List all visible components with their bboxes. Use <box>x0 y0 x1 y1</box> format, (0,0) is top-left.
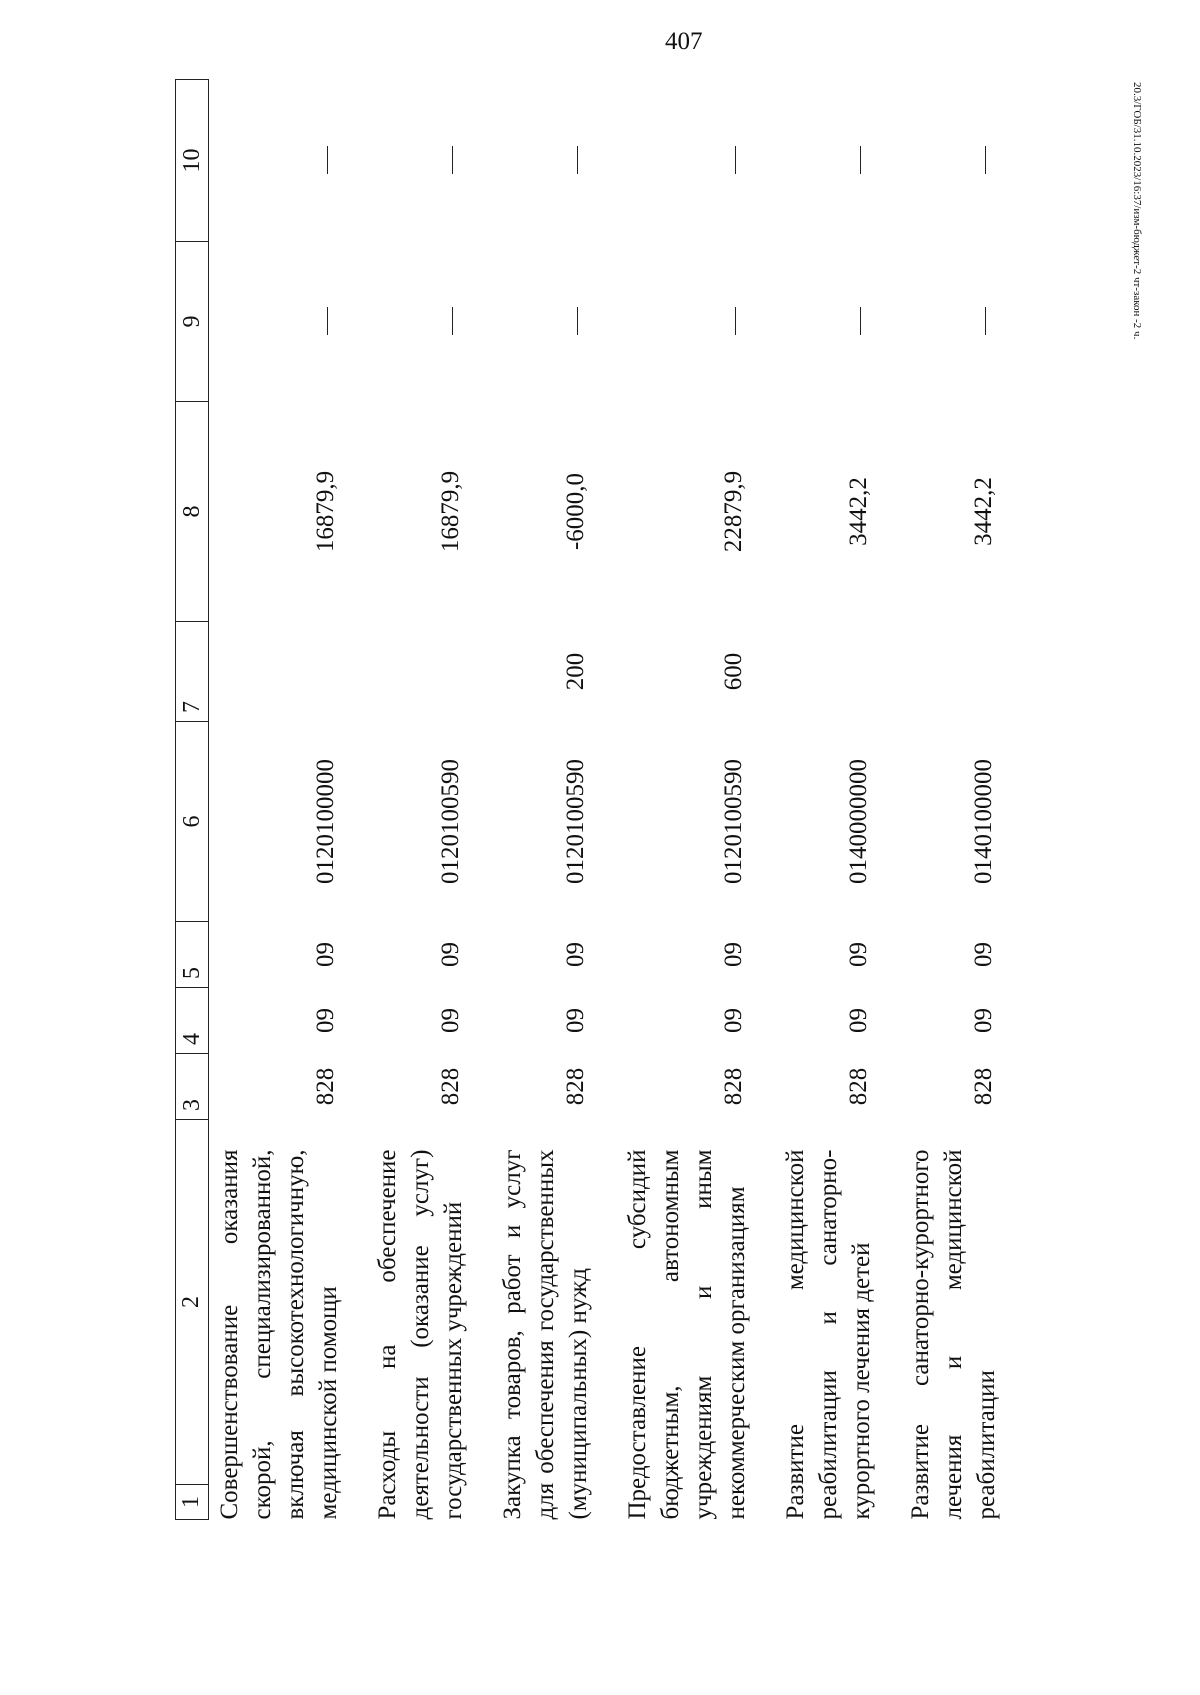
table-row <box>753 80 878 1520</box>
row-subsection-code: 09 <box>437 942 464 967</box>
row-section-code: 09 <box>845 1008 872 1033</box>
row-col10 <box>595 80 753 242</box>
row-col9 <box>595 242 753 402</box>
table-row <box>209 80 346 1520</box>
row-col9 <box>753 242 878 402</box>
row-subsection-code: 09 <box>312 942 339 967</box>
dash-mark <box>577 147 579 175</box>
row-col9 <box>345 242 470 402</box>
row-ministry-code: 828 <box>437 1067 464 1106</box>
table-row <box>345 80 470 1520</box>
row-section-code: 09 <box>312 1008 339 1033</box>
row-description: Предоставление субсидий бюджетным, автономным учреждениям и иным некоммерческим организациям <box>624 1149 750 1520</box>
dash-mark <box>327 308 329 336</box>
row-subsection-code: 09 <box>845 942 872 967</box>
dash-mark <box>327 147 329 175</box>
row-col10 <box>209 80 346 242</box>
row-col10 <box>878 80 1003 242</box>
row-description: Развитие санаторно-курортного лечения и медицинской реабилитации <box>907 1149 1000 1520</box>
row-ministry-code: 828 <box>845 1067 872 1106</box>
table-row <box>470 80 595 1520</box>
row-amount: 3442,2 <box>970 477 997 546</box>
budget-table-rotated <box>175 80 1075 1520</box>
row-target-article: 0140000000 <box>845 759 872 884</box>
row-target-article: 0120100590 <box>720 759 747 884</box>
row-section-code: 09 <box>437 1008 464 1033</box>
header-col-7: 7 <box>176 622 209 722</box>
header-col-1: 1 <box>176 1484 208 1519</box>
row-description: Развитие медицинской реабилитации и санаторно-курортного лечения детей <box>782 1149 875 1520</box>
row-ministry-code: 828 <box>720 1067 747 1106</box>
row-target-article: 0140100000 <box>970 759 997 884</box>
header-col-4: 4 <box>176 988 209 1054</box>
table-row <box>878 80 1003 1520</box>
header-col-9: 9 <box>176 242 209 402</box>
row-expense-type: 200 <box>562 652 589 691</box>
row-subsection-code: 09 <box>720 942 747 967</box>
row-description: Совершенствование оказания скорой, специализированной, включая высокотехнологичную, медицинской помощи <box>216 1149 342 1520</box>
row-expense-type <box>878 622 1003 722</box>
row-description: Закупка товаров, работ и услуг для обеспечения государственных (муниципальных) нужд <box>499 1149 592 1520</box>
budget-table <box>175 79 1003 1520</box>
row-expense-type <box>209 622 346 722</box>
row-subsection-code: 09 <box>562 942 589 967</box>
row-subsection-code: 09 <box>970 942 997 967</box>
row-target-article: 0120100590 <box>437 759 464 884</box>
header-col-3: 3 <box>176 1054 209 1120</box>
row-expense-type <box>345 622 470 722</box>
dash-mark <box>452 308 454 336</box>
row-target-article: 0120100590 <box>562 759 589 884</box>
table-header-row <box>176 80 209 1520</box>
row-ministry-code: 828 <box>970 1067 997 1106</box>
dash-mark <box>577 308 579 336</box>
dash-mark <box>452 147 454 175</box>
row-col10 <box>470 80 595 242</box>
table-row <box>595 80 753 1520</box>
dash-mark <box>735 147 737 175</box>
document-stamp: 20.3/ГОБ/31.10.2023/16:37/изм-бюджет-2 чт-закон -2 ч. <box>1131 82 1143 340</box>
header-col-10: 10 <box>176 80 209 242</box>
row-amount: 3442,2 <box>845 477 872 546</box>
row-section-code: 09 <box>562 1008 589 1033</box>
row-amount: 16879,9 <box>312 470 339 553</box>
row-section-code: 09 <box>720 1008 747 1033</box>
row-description: Расходы на обеспечение деятельности (оказание услуг) государственных учреждений <box>374 1149 467 1520</box>
header-col-5: 5 <box>176 922 209 988</box>
row-col10 <box>753 80 878 242</box>
row-ministry-code: 828 <box>312 1067 339 1106</box>
row-expense-type <box>753 622 878 722</box>
row-target-article: 0120100000 <box>312 759 339 884</box>
row-col10 <box>345 80 470 242</box>
header-col-6: 6 <box>176 722 209 922</box>
dash-mark <box>985 308 987 336</box>
row-col9 <box>209 242 346 402</box>
row-amount: -6000,0 <box>562 472 589 551</box>
row-amount: 16879,9 <box>437 470 464 553</box>
dash-mark <box>735 308 737 336</box>
row-col9 <box>878 242 1003 402</box>
row-section-code: 09 <box>970 1008 997 1033</box>
row-amount: 22879,9 <box>720 470 747 553</box>
page-number: 407 <box>665 28 703 55</box>
dash-mark <box>985 147 987 175</box>
header-col-1-2 <box>176 1120 209 1520</box>
header-col-8: 8 <box>176 402 209 622</box>
row-expense-type: 600 <box>720 652 747 691</box>
row-ministry-code: 828 <box>562 1067 589 1106</box>
dash-mark <box>860 147 862 175</box>
dash-mark <box>860 308 862 336</box>
row-col9 <box>470 242 595 402</box>
header-col-2: 2 <box>178 1296 204 1308</box>
